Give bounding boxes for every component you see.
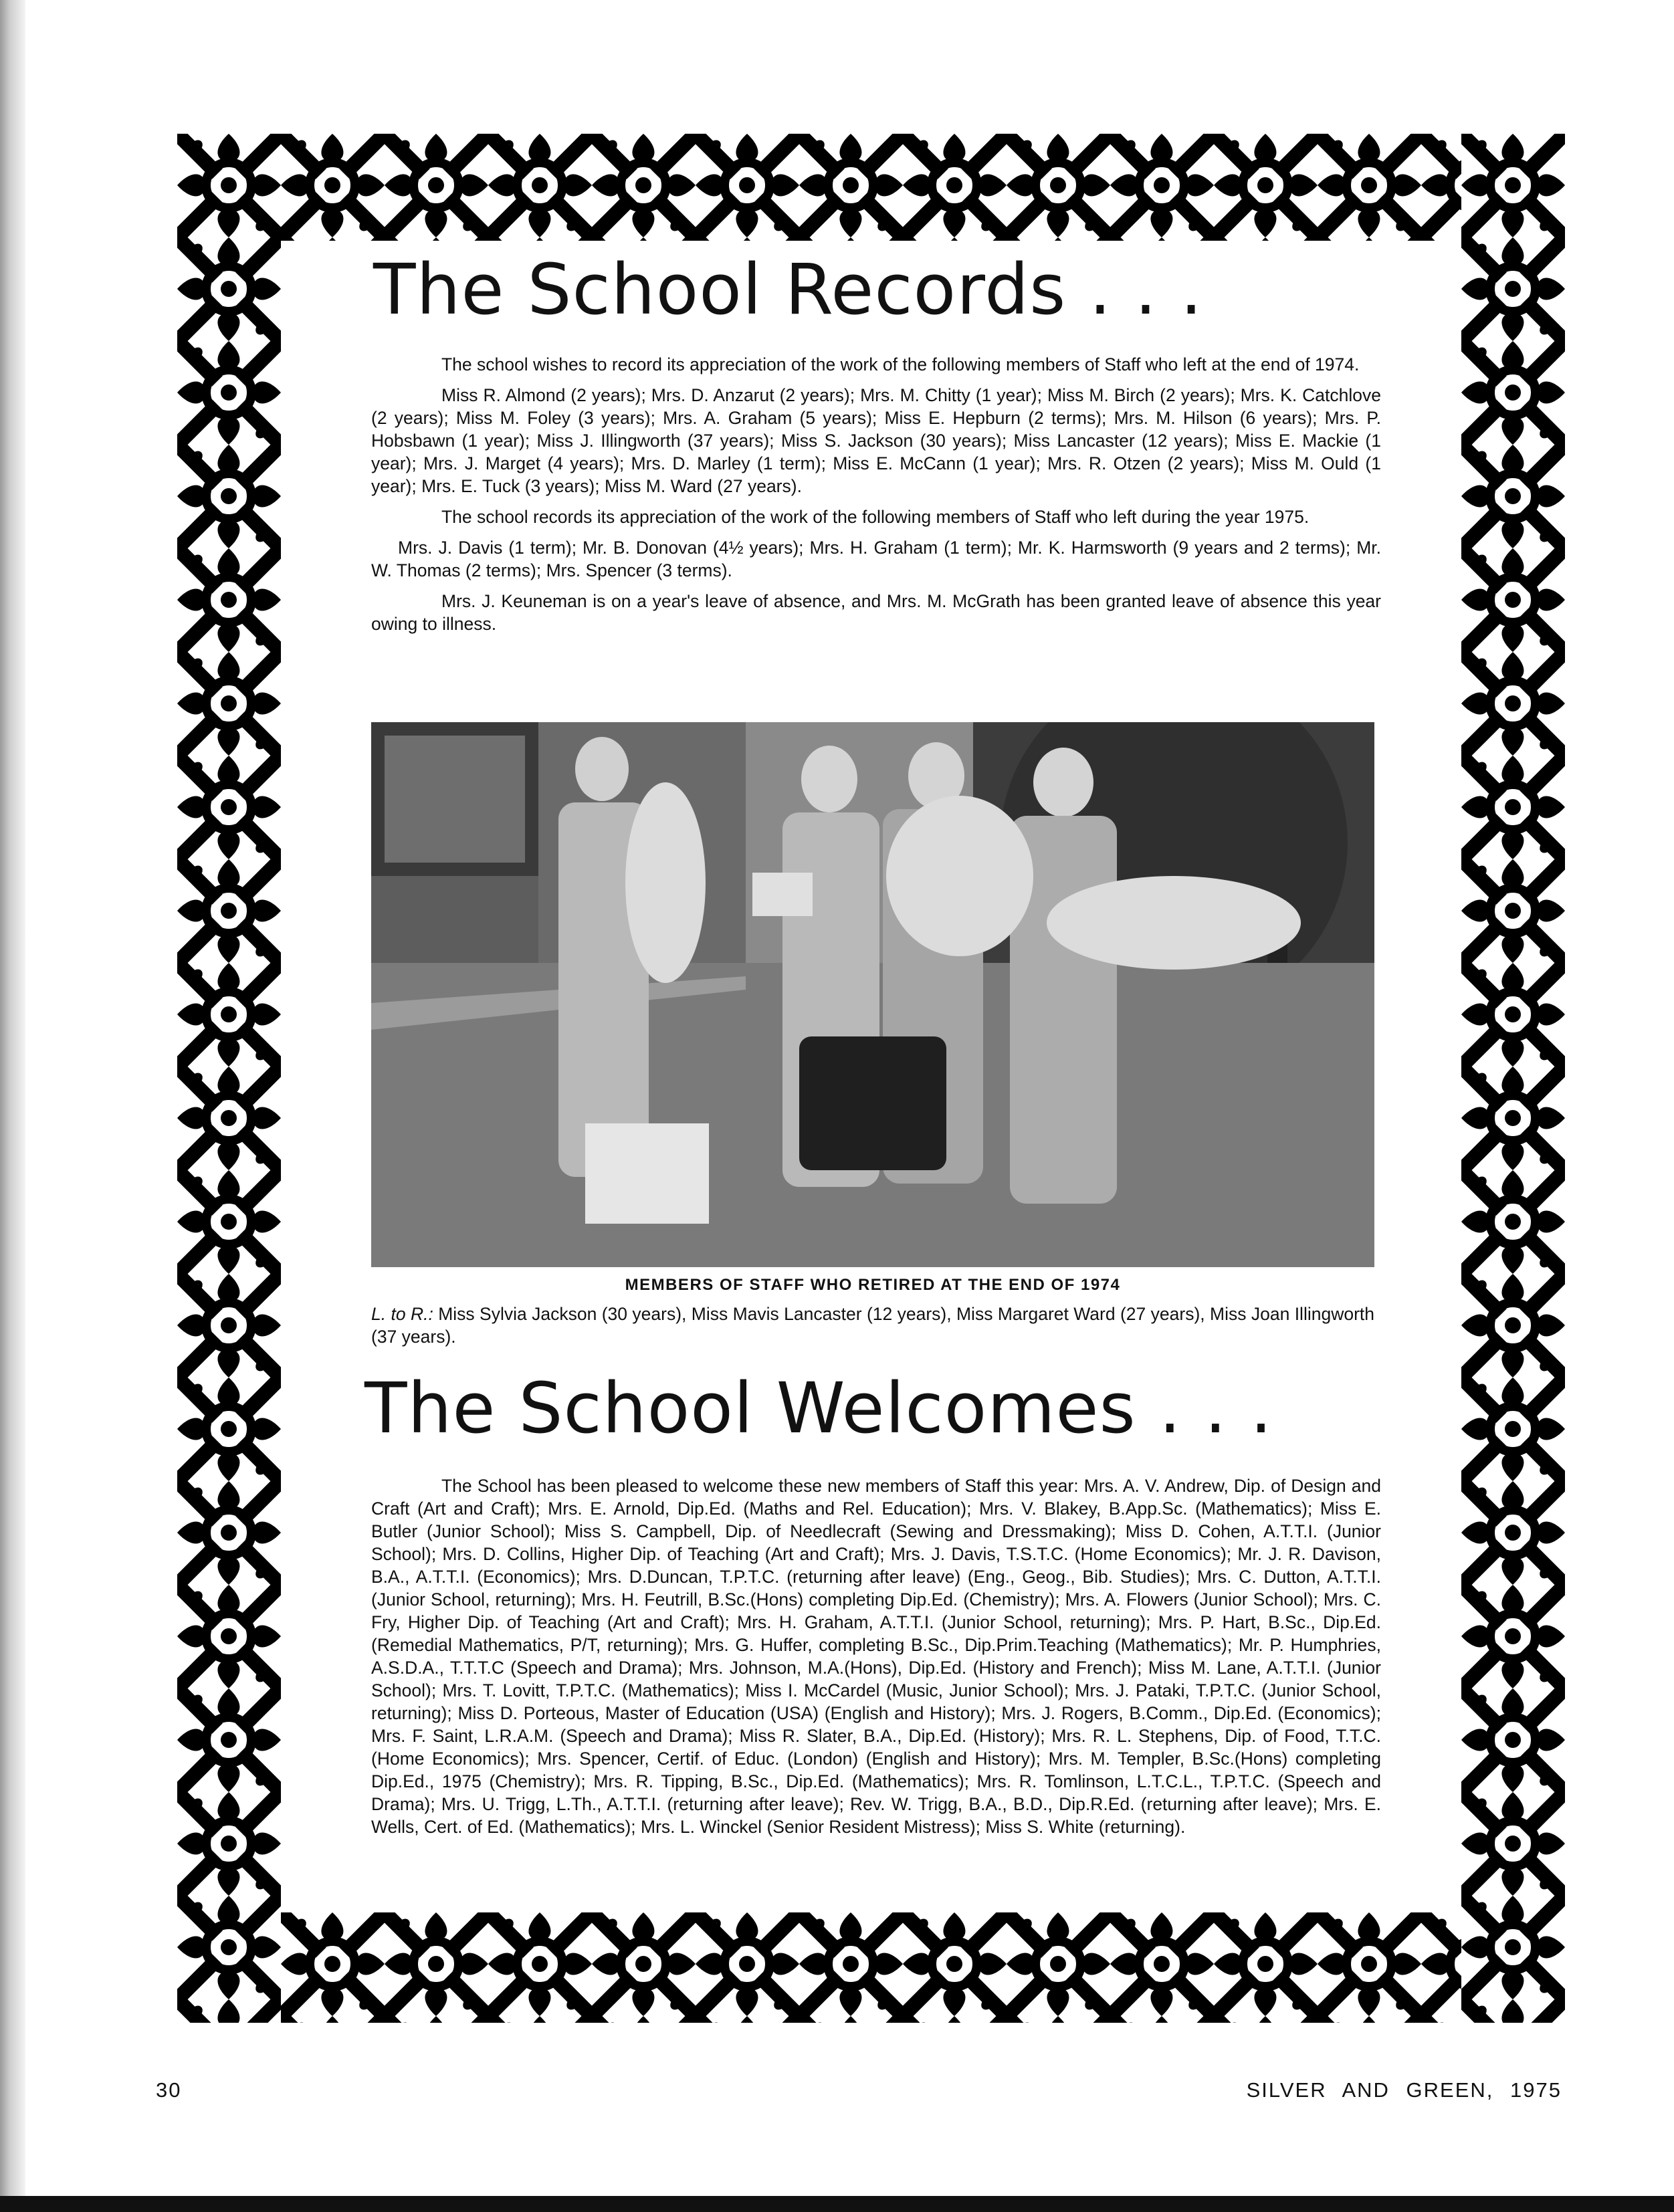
welcomes-paragraph: The School has been pleased to welcome these new members of Staff this year: Mrs. A. V. Andrew, Dip. of Design and Craft (Art and Craft); Mrs. E. Arnold, Dip.Ed. (Maths and Rel. Education); Mrs. V. Blakey, B.App.Sc. (Mathematics); Miss E. Butler (Junior School); Miss S. Campbell, Dip. of Needlecraft (Sewing and Dressmaking); Miss D. Cohen, A.T.T.I. (Junior School); Mrs. D. Collins, Higher Dip. of Teaching (Art and Craft); Mrs. J. Davis, T.S.T.C. (Home Economics); Mr. J. R. Davison, B.A., A.T.T.I. (Economics); Mrs. D.Duncan, T.P.T.C. (returning after leave) (Eng., Geog., Bib. Studies); Mrs. C. Dutton, A.T.T.I. (Junior School, returning); Mrs. H. Feutrill, B.Sc.(Hons) completing Dip.Ed. (Chemistry); Mrs. A. Flowers (Junior School); Mrs. C. Fry, Higher Dip. of Teaching (Art and Craft); Mrs. H. Graham, A.T.T.I. (Junior School, returning); Mrs. P. Hart, B.Sc., Dip.Ed. (Remedial Mathematics, P/T, returning); Mrs. G. Huffer, completing B.Sc., Dip.Prim.Teaching (Mathematics); Mr. P. Humphries, A.S.D.A., T.T.T.C (Speech and Drama); Mrs. Johnson, M.A.(Hons), Dip.Ed. (History and French); Miss M. Lane, A.T.T.I. (Junior School); Mrs. T. Lovitt, T.P.T.C. (Mathematics); Miss I. McCardel (Music, Junior School); Mrs. J. Pataki, T.P.T.C. (Junior School, returning); Miss D. Porteous, Master of Education (USA) (English and History); Mrs. J. Rogers, B.Comm., Dip.Ed. (Economics); Mrs. F. Saint, L.R.A.M. (Speech and Drama); Miss R. Slater, B.A., Dip.Ed. (History); Mrs. R. L. Stephens, Dip. of Food, T.T.C. (Home Economics); Mrs. Spencer, Certif. of Educ. (London) (English and History); Mrs. M. Templer, B.Sc.(Hons) completing Dip.Ed., 1975 (Chemistry); Mrs. R. Tipping, B.Sc., Dip.Ed. (Mathematics); Mrs. R. Tomlinson, L.T.C.L., T.P.T.C. (Speech and Drama); Mrs. U. Trigg, L.Th., A.T.T.I. (returning after leave); Rev. W. Trigg, B.A., B.D., Dip.R.Ed. (returning after leave); Mrs. E. Wells, Cert. of Ed. (Mathematics); Mrs. L. Winckel (Senior Resident Mistress); Miss S. White (returning).: [371, 1476, 1381, 1837]
ornamental-border-right: [1461, 134, 1565, 2023]
retired-staff-photo: [371, 722, 1374, 1267]
page-binding-edge: [0, 0, 25, 2212]
photo-caption: [371, 1303, 1374, 1348]
welcomes-text: [371, 1474, 1381, 1846]
records-heading: The School Records . . .: [373, 249, 1203, 330]
photo-caption-title: MEMBERS OF STAFF WHO RETIRED AT THE END OF 1974: [625, 1276, 1121, 1294]
caption-lead: L. to R.:: [371, 1304, 433, 1324]
welcomes-heading: The School Welcomes . . .: [364, 1367, 1273, 1449]
ornamental-border-top: [177, 134, 1565, 241]
records-paragraph: The school records its appreciation of the work of the following members of Staff who left during the year 1975.: [441, 507, 1310, 527]
records-text: [371, 353, 1381, 643]
records-paragraph: The school wishes to record its appreciation of the work of the following members of Staff who left at the end of 1974.: [441, 354, 1360, 374]
running-footer-title: SILVER AND GREEN, 1975: [1246, 2078, 1562, 2102]
ornamental-border-bottom: [177, 1912, 1565, 2023]
ornamental-border-left: [177, 134, 281, 2023]
records-paragraph: Mrs. J. Keuneman is on a year's leave of absence, and Mrs. M. McGrath has been granted leave of absence this year owing to illness.: [371, 591, 1381, 634]
page-number: 30: [156, 2078, 182, 2102]
caption-names: Miss Sylvia Jackson (30 years), Miss Mavis Lancaster (12 years), Miss Margaret Ward (27 years), Miss Joan Illingworth (37 years).: [371, 1304, 1374, 1347]
records-paragraph: Mrs. J. Davis (1 term); Mr. B. Donovan (4½ years); Mrs. H. Graham (1 term); Mr. K. Harmsworth (9 years and 2 terms); Mr. W. Thomas (2 terms); Mrs. Spencer (3 terms).: [371, 538, 1381, 580]
scan-bottom-edge: [0, 2196, 1674, 2212]
records-paragraph: Miss R. Almond (2 years); Mrs. D. Anzarut (2 years); Mrs. M. Chitty (1 year); Miss M. Birch (2 years); Mrs. K. Catchlove (2 years); Miss M. Foley (3 years); Mrs. A. Graham (5 years); Miss E. Hepburn (2 terms); Mrs. M. Hilson (6 years); Mrs. P. Hobsbawn (1 year); Miss J. Illingworth (37 years); Miss S. Jackson (30 years); Miss Lancaster (12 years); Miss E. Mackie (1 year); Mrs. J. Marget (4 years); Mrs. D. Marley (1 term); Miss E. McCann (1 year); Mrs. R. Otzen (2 years); Miss M. Ould (1 year); Mrs. E. Tuck (3 years); Miss M. Ward (27 years).: [371, 385, 1381, 496]
